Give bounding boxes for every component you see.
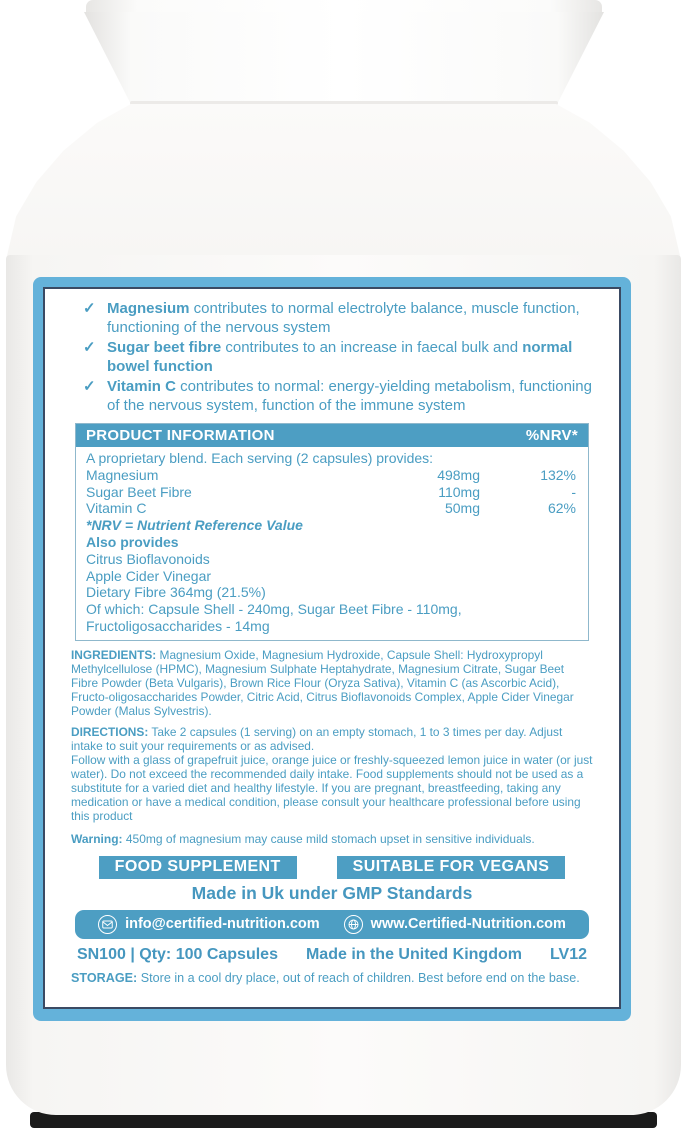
batch-code: LV12 [549, 945, 588, 963]
badge-row [45, 856, 619, 879]
table-title: PRODUCT INFORMATION [86, 427, 275, 444]
directions-continued: Follow with a glass of grapefruit juice, orange juice or freshly-squeezed lemon juice in water (or just water). Do not exceed the recommended daily intake. Food supplements should not be used as a substitute for a varied diet and healthy lifestyle. If you are pregnant, breastfeeding, taking any medication or have a medical condition, please consult your healthcare professional before using this product [71, 752, 593, 823]
ingredients-paragraph: INGREDIENTS: Magnesium Oxide, Magnesium Hydroxide, Capsule Shell: Hydroxypropyl Methylcellulose (HPMC), Magnesium Sulphate Heptahydrate, Magnesium Citrate, Sugar Beet Fibre Powder (Beta Vulgaris), Brown Rice Flour (Oryza Sativa), Vitamin C (as Ascorbic Acid), Fructo-oligosaccharides Powder, Citric Acid, Citrus Bioflavonoids Complex, Apple Cider Vinegar Powder (Malus Sylvestris). [71, 647, 574, 718]
product-information-table [75, 423, 589, 641]
storage-label: STORAGE: [71, 970, 138, 985]
warning-label: Warning: [71, 831, 123, 846]
warning-paragraph: Warning: 450mg of magnesium may cause mild stomach upset in sensitive individuals. [71, 831, 535, 846]
origin: Made in the United Kingdom [305, 945, 522, 963]
ingredients-label: INGREDIENTS: [71, 647, 157, 662]
food-supplement-badge: FOOD SUPPLEMENT [99, 856, 297, 879]
table-row: Magnesium 498mg 132% [86, 466, 576, 483]
also-provides-item: Dietary Fibre 364mg (21.5%) [86, 584, 266, 601]
bottle-shoulder [6, 104, 681, 260]
also-provides-label: Also provides [86, 533, 179, 550]
sku-quantity: SN100 | Qty: 100 Capsules [76, 945, 278, 963]
envelope-icon [98, 915, 117, 934]
label-frame [33, 277, 631, 1021]
storage-paragraph: STORAGE: Store in a cool dry place, out of reach of children. Best before end on the base. [71, 970, 580, 985]
nrv-column-header: %NRV* [525, 427, 578, 444]
benefit-text: Magnesium contributes to normal electrolyte balance, muscle function, functioning of the nervous system [107, 300, 580, 336]
also-provides-item: Of which: Capsule Shell - 240mg, Sugar Beet Fibre - 110mg, Fructoligosaccharides - 14mg [86, 601, 462, 634]
benefit-text: Vitamin C contributes to normal: energy-yielding metabolism, functioning of the nervous system, function of the immune system [107, 378, 592, 414]
directions-paragraph: DIRECTIONS: Take 2 capsules (1 serving) on an empty stomach, 1 to 3 times per day. Adjust intake to suit your requirements or as advised. Follow with a glass of grapefruit juice, orange juice or freshly-squeezed lemon juice in water (or just water). Do not exceed the recommended daily intake. Food supplements should not be used as a substitute for a varied diet and healthy lifestyle. If you are pregnant, breastfeeding, taking any medication or have a medical condition, please consult your healthcare professional before using this product [71, 724, 593, 823]
benefit-item-sugar-beet [83, 338, 593, 376]
table-header-bar [76, 424, 588, 447]
checkmark-icon: ✓ [83, 300, 96, 317]
benefit-list [83, 299, 593, 415]
also-provides-item: Apple Cider Vinegar [86, 567, 212, 584]
benefit-item-magnesium [83, 299, 593, 337]
benefit-text: Sugar beet fibre contributes to an increase in faecal bulk and normal bowel function [107, 339, 573, 375]
bottle-cap [84, 12, 604, 104]
checkmark-icon: ✓ [83, 378, 96, 395]
directions-label: DIRECTIONS: [71, 724, 149, 739]
benefit-item-vitamin-c [83, 377, 593, 415]
email-group [98, 915, 320, 934]
batch-line [45, 946, 619, 964]
label-panel [43, 287, 621, 1009]
table-intro: A proprietary blend. Each serving (2 capsules) provides: [86, 450, 434, 466]
checkmark-icon: ✓ [83, 339, 96, 356]
nrv-footnote: *NRV = Nutrient Reference Value [86, 517, 303, 534]
table-row: Sugar Beet Fibre 110mg - [86, 483, 576, 500]
vegan-badge: SUITABLE FOR VEGANS [337, 856, 566, 879]
website-group [344, 915, 566, 934]
contact-bar [75, 910, 589, 939]
gmp-statement: Made in Uk under GMP Standards [191, 882, 473, 903]
also-provides-item: Citrus Bioflavonoids [86, 550, 210, 567]
table-row: Vitamin C 50mg 62% [86, 500, 576, 517]
table-body [76, 447, 588, 640]
email-text: info@certified-nutrition.com [125, 916, 320, 933]
website-text: www.Certified-Nutrition.com [370, 916, 566, 933]
globe-icon [344, 915, 363, 934]
